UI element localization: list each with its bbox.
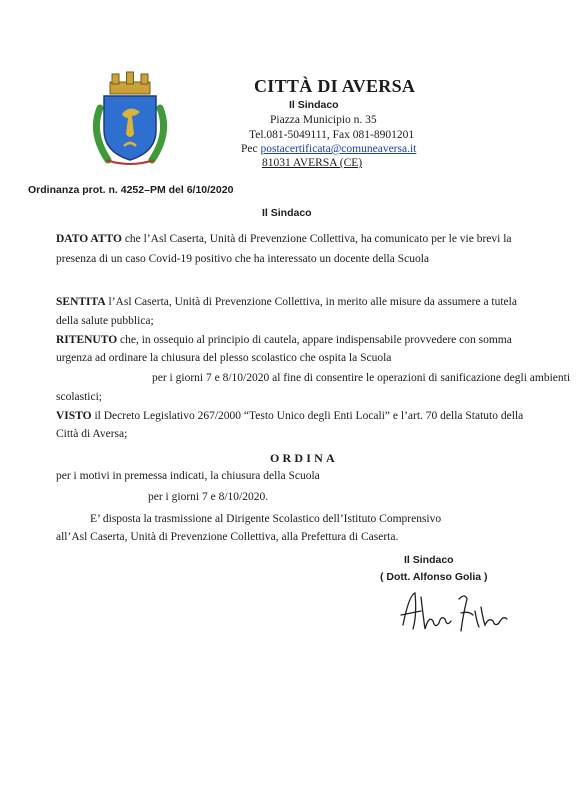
dato-atto-text: che l’Asl Caserta, Unità di Prevenzione Collettiva, ha comunicato per le vie brevi la [121,233,512,245]
ritenuto-text: che, in ossequio al principio di cautela, appare indispensabile provvedere con somma [117,334,512,346]
ordina-heading: ORDINA [270,451,338,465]
transmission-line1: E’ disposta la trasmissione al Dirigente Scolastico dell’Istituto Comprensivo [90,513,442,525]
transmission-line2: all’Asl Caserta, Unità di Prevenzione Collettiva, alla Prefettura di Caserta. [56,531,399,543]
header-phone: Tel.081-5049111, Fax 081-8901201 [249,129,415,141]
ordinance-reference: Ordinanza prot. n. 4252–PM del 6/10/2020 [28,184,234,196]
ordina-line1: per i motivi in premessa indicati, la chiusura della Scuola [56,470,320,482]
pec-email-link[interactable]: postacertificata@comuneaversa.it [260,143,417,155]
visto-line2: Città di Aversa; [56,428,128,440]
sentita-keyword: SENTITA [56,296,106,308]
sentita-line2: della salute pubblica; [56,315,154,327]
coat-of-arms-icon [86,68,174,168]
header-city: 81031 AVERSA (CE) [262,157,363,169]
ritenuto-line3: per i giorni 7 e 8/10/2020 al fine di consentire le operazioni di sanificazione degli ambienti [152,372,571,384]
signature-role: Il Sindaco [404,554,454,566]
dato-atto-line2: presenza di un caso Covid-19 positivo che ha interessato un docente della Scuola [56,253,430,265]
sentita-line1 [56,296,517,308]
handwritten-signature [395,585,515,640]
header-address: Piazza Municipio n. 35 [270,114,377,126]
header-pec [241,143,416,155]
signature-name: ( Dott. Alfonso Golia ) [380,571,488,583]
visto-text: il Decreto Legislativo 267/2000 “Testo Unico degli Enti Locali” e l’art. 70 della Statuto della [91,410,524,422]
issuer-heading: Il Sindaco [262,207,312,219]
ritenuto-line1 [56,334,512,346]
header-subtitle: Il Sindaco [289,99,339,111]
dato-atto-line1 [56,233,512,245]
ritenuto-line4: scolastici; [56,391,102,403]
city-title: CITTÀ DI AVERSA [254,76,416,96]
dato-atto-keyword: DATO ATTO [56,233,122,245]
visto-line1 [56,410,523,422]
sentita-text: l’Asl Caserta, Unità di Prevenzione Collettiva, in merito alle misure da assumere a tutela [105,296,517,308]
ordina-line2: per i giorni 7 e 8/10/2020. [148,491,269,503]
pec-label: Pec [241,143,261,155]
visto-keyword: VISTO [56,410,92,422]
ritenuto-keyword: RITENUTO [56,334,118,346]
ritenuto-line2: urgenza ad ordinare la chiusura del plesso scolastico che ospita la Scuola [56,352,392,364]
